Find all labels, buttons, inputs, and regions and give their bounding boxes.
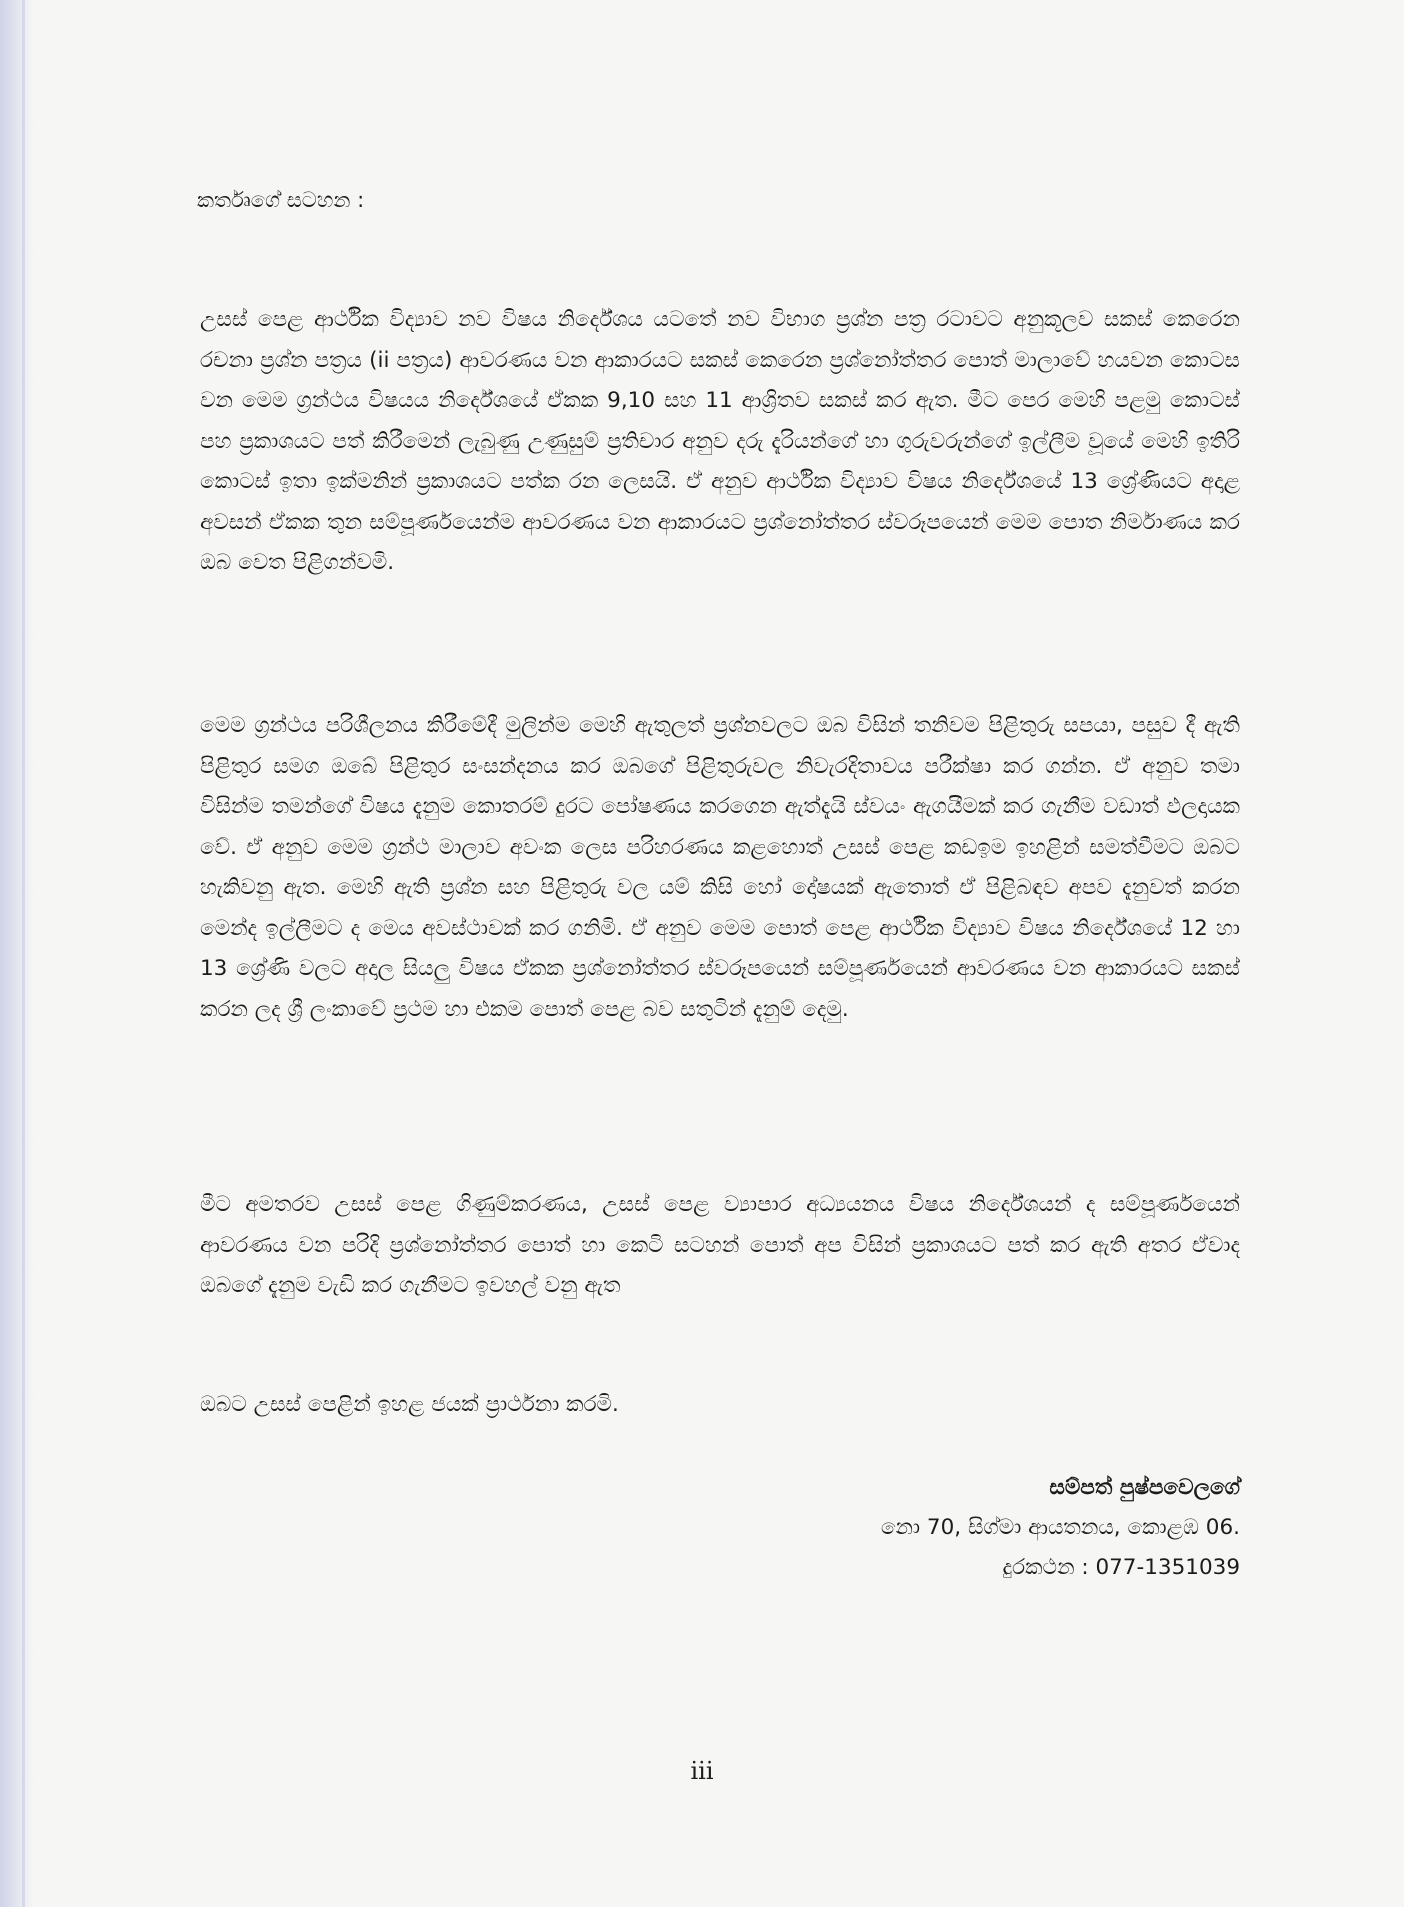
closing-line: ඔබට උසස් පෙළින් ඉහළ ජයක් ප්‍රාර්ථනා කරමි. xyxy=(200,1392,619,1417)
author-address: නො 70, සිග්මා ආයතනය, කොළඹ 06. xyxy=(880,1515,1240,1540)
scan-edge-shadow xyxy=(0,0,34,1907)
scan-edge-line xyxy=(22,0,25,1907)
author-name: සම්පත් පුෂ්පවෙලගේ xyxy=(1049,1475,1240,1500)
page-heading: කර්තෘගේ සටහන : xyxy=(197,188,365,212)
paragraph-3: මීට අමතරව උසස් පෙළ ගිණුම්කරණය, උසස් පෙළ ව්‍යාපාර අධ්‍යයනය විෂය නිර්දේශයන් ද සම්පූර්ණයෙන් ආවරණය වන පරිදි ප්‍රශ්නෝත්තර පොත් හා කෙටි සටහන් පොත් අප විසින් ප්‍රකාශයට පත් කර ඇති අතර ඒවාද ඔබගේ දැනුම වැඩි කර ගැනීමට ඉවහල් වනු ඇත xyxy=(200,1192,1240,1298)
paragraph-1: උසස් පෙළ ආර්ථික විද්‍යාව නව විෂය නිර්දේශය යටතේ නව විභාග ප්‍රශ්න පත්‍ර රටාවට අනුකූලව සකස් කෙරෙන රචනා ප්‍රශ්න පත්‍රය (ii පත්‍රය) ආවරණය වන ආකාරයට සකස් කෙරෙන ප්‍රශ්නෝත්තර පොත් මාලාවේ හයවන කොටස වන මෙම ග්‍රන්ථය විෂයය නිර්දේශයේ ඒකක 9,10 සහ 11 ආශ්‍රිතව සකස් කර ඇත. මීට පෙර මෙහි පළමු කොටස් පහ ප්‍රකාශයට පත් කිරීමෙන් ලැබුණු උණුසුම් ප්‍රතිචාර අනුව දරු දැරියන්ගේ හා ගුරුවරුන්ගේ ඉල්ලීම වූයේ මෙහි ඉතිරි කොටස් ඉතා ඉක්මනින් ප්‍රකාශයට පත්ක රන ලෙසයි. ඒ අනුව ආර්ථික විද්‍යාව විෂය නිර්දේශයේ 13 ශ්‍රේණියට අදාළ අවසන් ඒකක තුන සම්පූර්ණයෙන්ම ආවරණය වන ආකාරයට ප්‍රශ්නෝත්තර ස්වරූපයෙන් මෙම පොත නිර්මාණය කර ඔබ වෙත පිළිගන්වමි. xyxy=(200,307,1240,575)
signature-block xyxy=(700,1468,1240,1588)
author-phone: දුරකථන : 077-1351039 xyxy=(1002,1555,1240,1580)
paragraph-2: මෙම ග්‍රන්ථය පරිශීලනය කිරීමේදී මුලින්ම මෙහි ඇතුලත් ප්‍රශ්නවලට ඔබ විසින් තනිවම පිළිතුරු සපයා, පසුව දී ඇති පිළිතුර සමග ඔබේ පිළිතුර සංසන්දනය කර ඔබගේ පිළිතුරුවල නිවැරදිතාවය පරීක්ෂා කර ගන්න. ඒ අනුව තමා විසින්ම තමන්ගේ විෂය දැනුම කොතරම් දුරට පෝෂණය කරගෙන ඇත්දැයි ස්වයං ඇගයීමක් කර ගැනීම වඩාත් ඵලදායක වේ. ඒ අනුව මෙම ග්‍රන්ථ මාලාව අවංක ලෙස පරිහරණය කළහොත් උසස් පෙළ කඩඉම ඉහළින් සමත්වීමට ඔබට හැකිවනු ඇත. මෙහි ඇති ප්‍රශ්න සහ පිළිතුරු වල යම් කිසි හෝ දෝෂයක් ඇතොත් ඒ පිළිබඳව අපව දැනුවත් කරන මෙන්ද ඉල්ලීමට ද මෙය අවස්ථාවක් කර ගනිමි. ඒ අනුව මෙම පොත් පෙළ ආර්ථික විද්‍යාව විෂය නිර්දේශයේ 12 හා 13 ශ්‍රේණි වලට අදාල සියලු විෂය ඒකක ප්‍රශ්නෝත්තර ස්වරූපයෙන් සම්පූර්ණයෙන් ආවරණය වන ආකාරයට සකස් කරන ලද ශ්‍රී ලංකාවේ ප්‍රථම හා එකම පොත් පෙළ බව සතුටින් දැනුම් දෙමු. xyxy=(200,713,1240,1022)
page-number: iii xyxy=(690,1757,714,1785)
